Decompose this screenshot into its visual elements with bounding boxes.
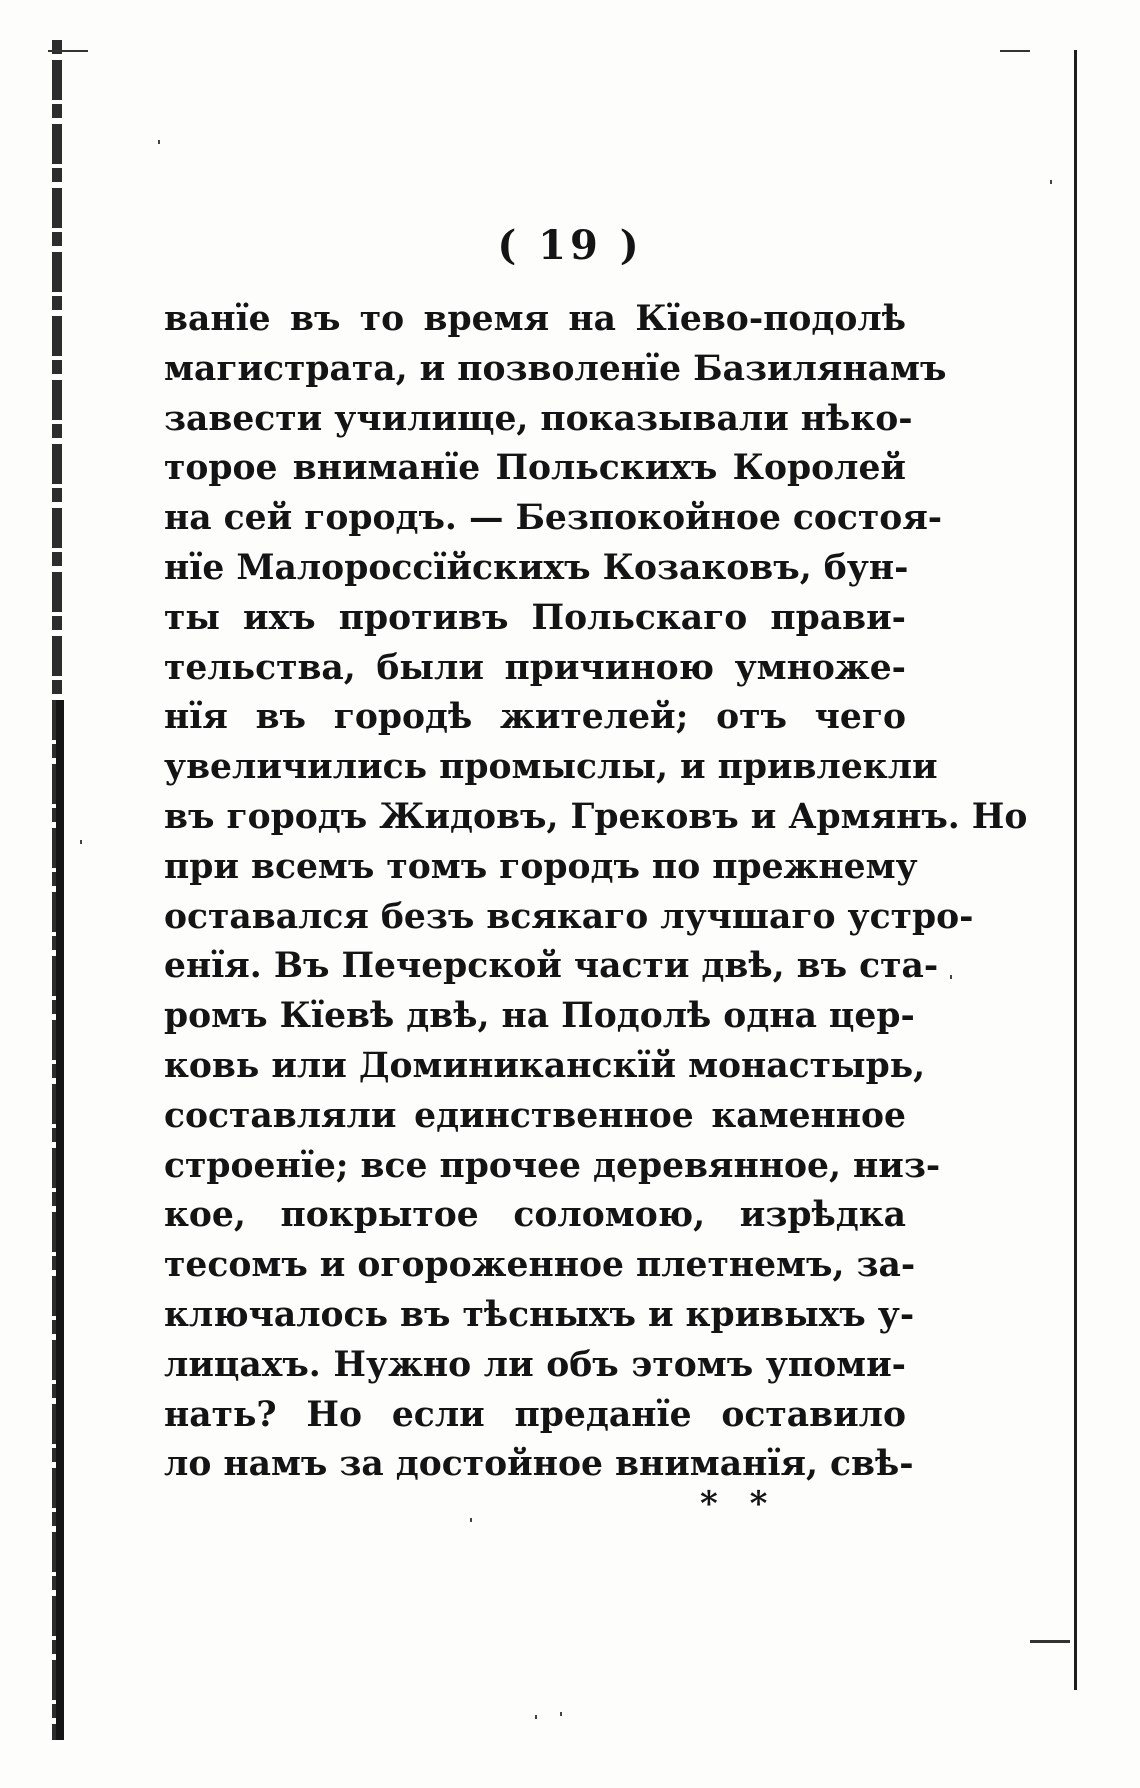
text-line: при всемъ томъ городъ по прежнему [164,846,918,887]
body-text [164,295,1028,1490]
text-line: тельства, были причиною умноже- [164,647,906,688]
text-line: завести училище, показывали нѣко- [164,398,913,439]
text-line: тесомъ и огороженное плетнемъ, за- [164,1245,916,1286]
text-line: нїе Малороссїйскихъ Козаковъ, бун- [164,547,909,588]
scan-artifact [535,1715,537,1719]
text-line: ло намъ за достойное вниманїя, свѣ- [164,1444,914,1485]
text-line: ванїе въ то время на Кїево-подолѣ [164,299,906,339]
left-binding-shadow [56,700,64,1740]
text-line: ковь или Доминиканскїй монастырь, [164,1045,926,1086]
text-line: составляли единственное каменное [164,1095,906,1136]
text-line: лицахъ. Нужно ли объ этомъ упоми- [164,1344,906,1385]
text-line: ромъ Кїевѣ двѣ, на Подолѣ одна цер- [164,996,915,1037]
scan-artifact [80,840,82,844]
signature-mark: * * [700,1484,778,1524]
scan-artifact [560,1712,562,1716]
text-line: торое вниманїе Польскихъ Королей [164,448,906,489]
text-line: кое, покрытое соломою, изрѣдка [164,1195,906,1236]
text-line: строенїе; все прочее деревянное, низ- [164,1145,941,1186]
text-line: на сей городъ. — Безпокойное состоя- [164,498,943,539]
scan-artifact [1030,1640,1070,1643]
text-line: нїя въ городѣ жителей; отъ чего [164,697,906,738]
scan-artifact [158,140,160,144]
scan-artifact [470,1518,472,1522]
scan-artifact [950,975,952,979]
scan-artifact [1050,180,1052,184]
text-line: магистрата, и позволенїе Базилянамъ [164,348,947,389]
text-line: увеличились промыслы, и привлекли [164,747,938,788]
scan-artifact [1000,50,1030,52]
text-line: ключалось въ тѣсныхъ и кривыхъ у- [164,1294,915,1335]
right-binding-edge [1074,50,1077,1690]
text-line: енїя. Въ Печерской части двѣ, въ ста- [164,946,939,987]
text-line: въ городъ Жидовъ, Грековъ и Армянъ. Но [164,796,1028,837]
text-line: ты ихъ противъ Польскаго прави- [164,597,906,638]
text-line: оставался безъ всякаго лучшаго устро- [164,896,974,937]
scan-artifact [48,50,88,52]
page-number: ( 19 ) [497,222,643,269]
text-line: нать? Но если преданїе оставило [164,1394,906,1435]
